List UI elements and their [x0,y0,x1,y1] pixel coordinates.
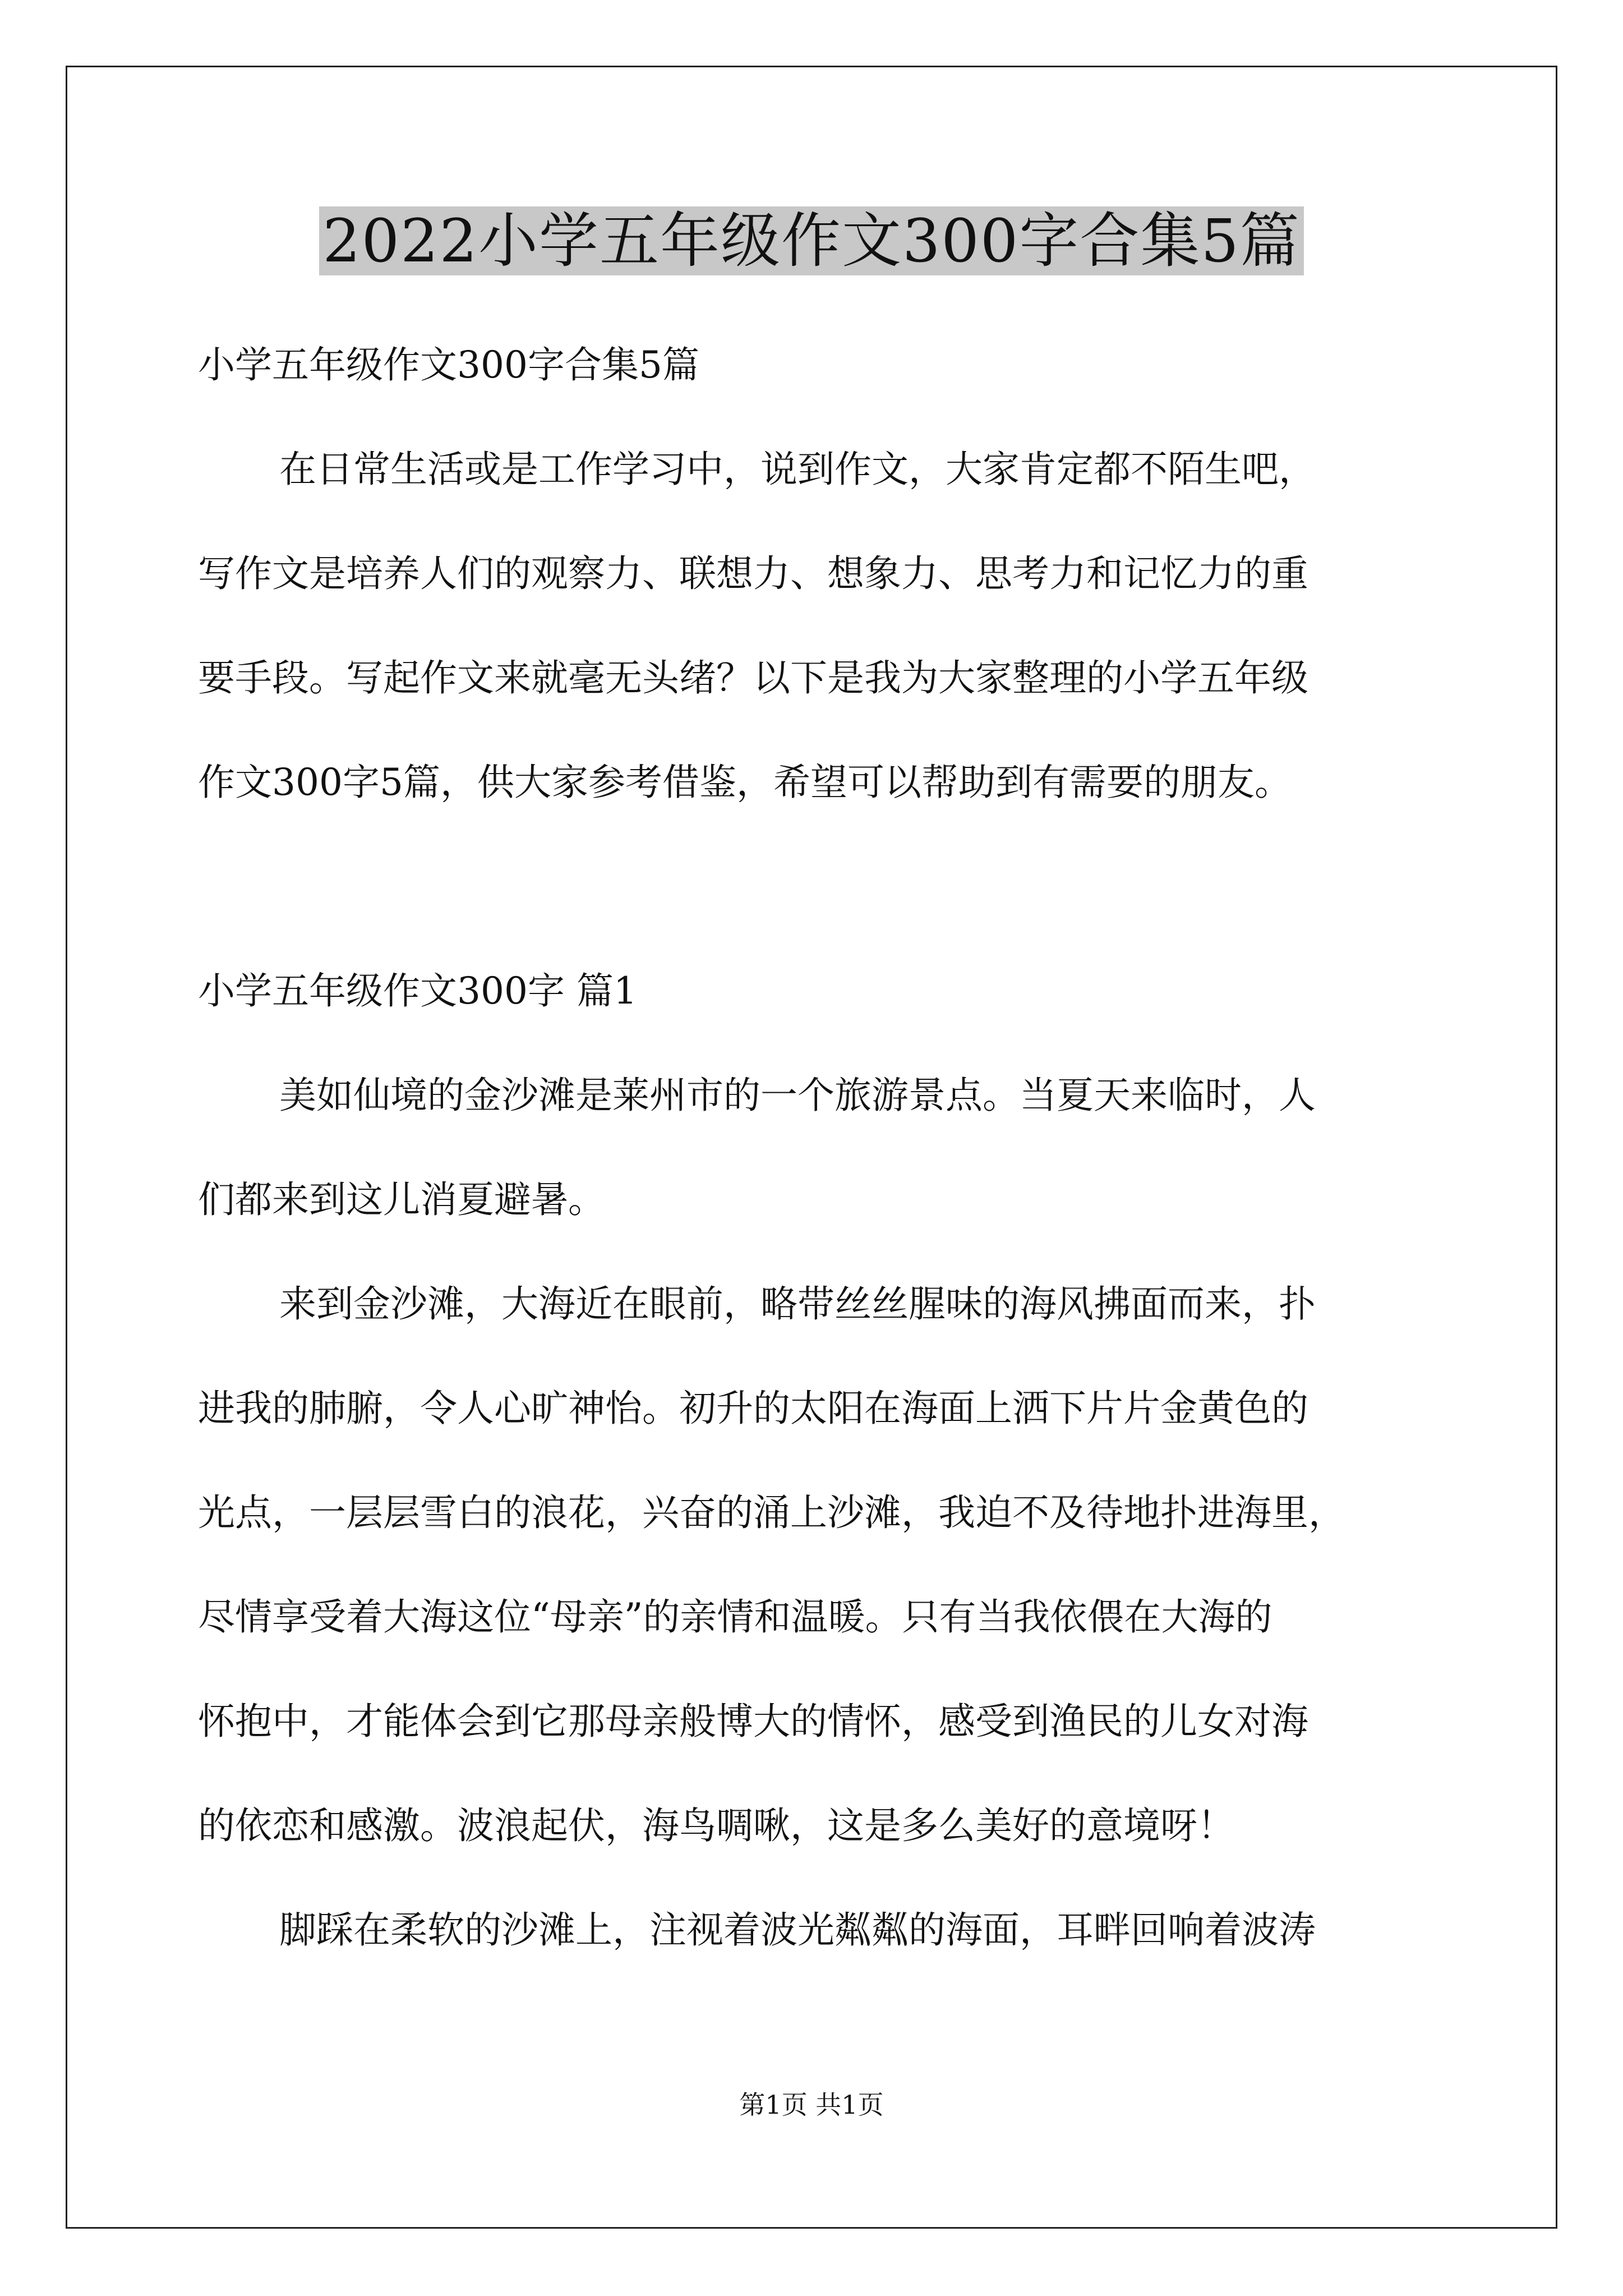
essay-line: 进我的肺腑，令人心旷神怡。初升的太阳在海面上洒下片片金黄色的 [198,1387,1308,1430]
intro-line: 在日常生活或是工作学习中，说到作文，大家肯定都不陌生吧， [279,448,1316,491]
section-heading: 小学五年级作文300字 篇1 [198,969,637,1013]
essay-line: 尽情享受着大海这位“母亲”的亲情和温暖。只有当我依偎在大海的 [198,1595,1272,1639]
intro-line: 要手段。写起作文来就毫无头绪？以下是我为大家整理的小学五年级 [198,656,1308,700]
document-body [198,313,1465,1982]
essay-line: 光点，一层层雪白的浪花，兴奋的涌上沙滩，我迫不及待地扑进海里， [198,1491,1345,1534]
document-subtitle: 小学五年级作文300字合集5篇 [198,343,699,386]
spacer [198,835,1465,939]
page-footer: 第1页 共1页 [739,2090,884,2120]
essay-line: 怀抱中，才能体会到它那母亲般博大的情怀，感受到渔民的儿女对海 [198,1700,1308,1743]
essay-line: 们都来到这儿消夏避暑。 [198,1178,605,1221]
essay-line: 脚踩在柔软的沙滩上，注视着波光粼粼的海面，耳畔回响着波涛 [279,1908,1316,1952]
essay-line: 的依恋和感激。波浪起伏，海鸟啁啾，这是多么美好的意境呀！ [198,1804,1234,1847]
document-title [0,202,1623,280]
document-title-text: 2022小学五年级作文300字合集5篇 [319,206,1304,275]
intro-line: 作文300字5篇，供大家参考借鉴，希望可以帮助到有需要的朋友。 [198,761,1292,804]
essay-line: 来到金沙滩，大海近在眼前，略带丝丝腥味的海风拂面而来，扑 [279,1282,1316,1326]
essay-line: 美如仙境的金沙滩是莱州市的一个旅游景点。当夏天来临时，人 [279,1074,1316,1117]
intro-line: 写作文是培养人们的观察力、联想力、想象力、思考力和记忆力的重 [198,552,1308,595]
